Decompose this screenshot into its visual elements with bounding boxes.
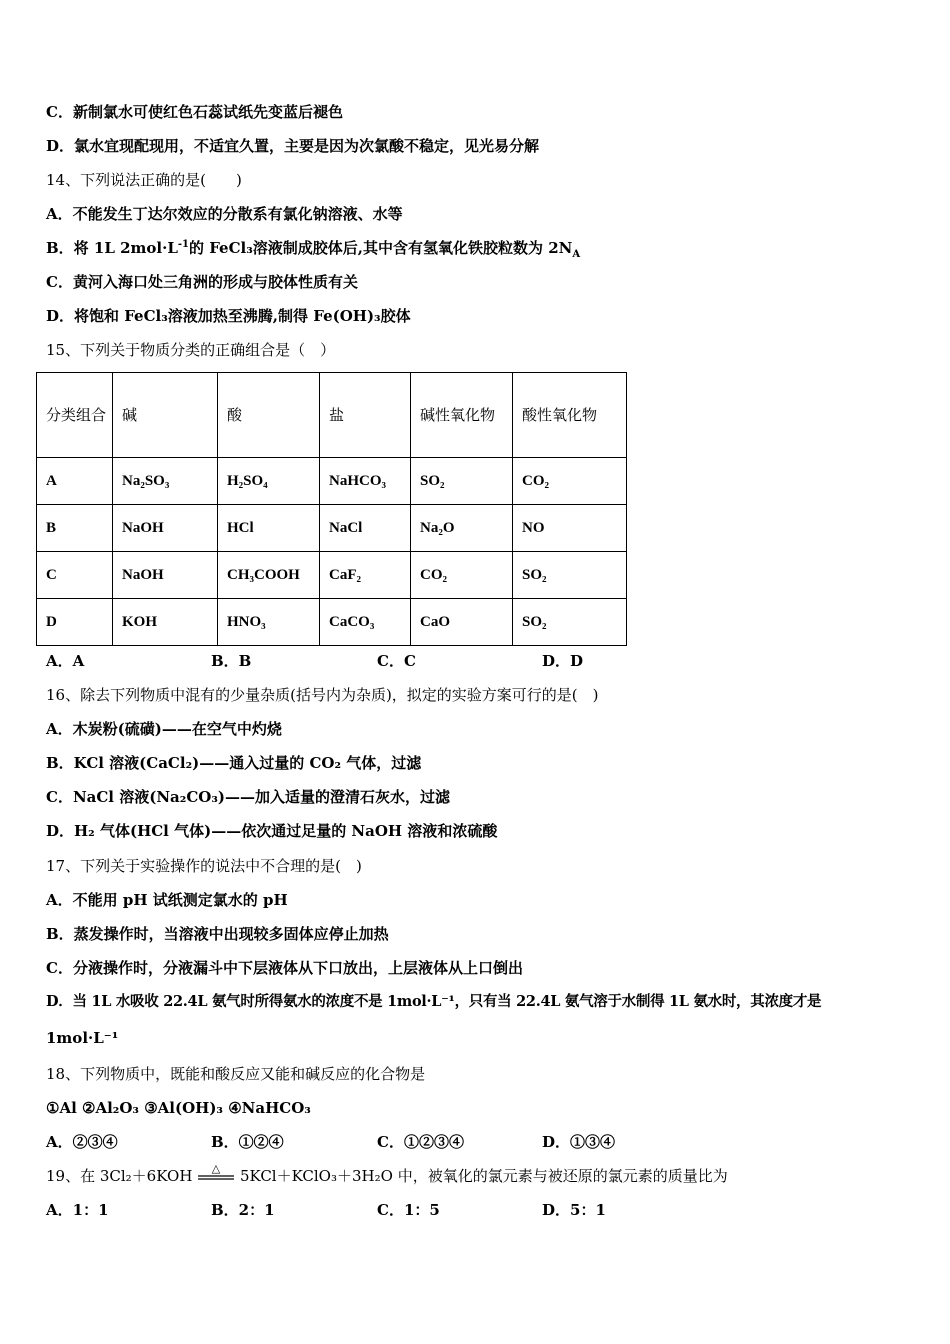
table-row (37, 552, 627, 599)
q14-option-d: D．将饱和 FeCl₃溶液加热至沸腾,制得 Fe(OH)₃胶体 (46, 307, 411, 325)
q16-option-c: C．NaCl 溶液(Na₂CO₃)——加入适量的澄清石灰水，过滤 (46, 788, 450, 806)
table-cell: SO₂ (411, 458, 513, 505)
table-cell: CH₃COOH (218, 552, 320, 599)
choice-b: B．B (211, 652, 252, 670)
table-cell: NaOH (113, 552, 218, 599)
table-cell: NaOH (113, 505, 218, 552)
choice-a: A．1：1 (46, 1201, 109, 1219)
q18-items: ①Al ②Al₂O₃ ③Al(OH)₃ ④NaHCO₃ (46, 1099, 311, 1117)
q13-option-d: D．氯水宜现配现用，不适宜久置，主要是因为次氯酸不稳定，见光易分解 (46, 137, 540, 155)
q18-stem: 18、下列物质中，既能和酸反应又能和碱反应的化合物是 (46, 1065, 426, 1083)
table-header-cell: 酸 (218, 373, 320, 458)
table-cell: CaCO₃ (320, 599, 411, 646)
q14-option-b (46, 238, 580, 258)
q16-option-d: D．H₂ 气体(HCl 气体)——依次通过足量的 NaOH 溶液和浓硫酸 (46, 822, 498, 840)
choice-b: B．①②④ (211, 1133, 284, 1151)
choice-c: C．①②③④ (377, 1133, 464, 1151)
table-cell: HNO₃ (218, 599, 320, 646)
q17-option-d-line2: 1mol·L⁻¹ (46, 1029, 119, 1047)
choice-c: C．C (377, 652, 416, 670)
table-cell: HCl (218, 505, 320, 552)
table-cell: C (37, 552, 113, 599)
q14-option-b-text: B．将 1L 2mol·L (46, 239, 178, 257)
choice-a: A．A (46, 652, 85, 670)
q17-option-c: C．分液操作时，分液漏斗中下层液体从下口放出，上层液体从上口倒出 (46, 959, 523, 977)
q17-option-d-line1: D．当 1L 水吸收 22.4L 氨气时所得氨水的浓度不是 1mol·L⁻¹，只有当 22.4L 氨气溶于水制得 1L 氨水时，其浓度才是 (46, 993, 822, 1010)
table-cell: CO₂ (411, 552, 513, 599)
table-cell: SO₂ (513, 552, 627, 599)
q17-stem: 17、下列关于实验操作的说法中不合理的是( ) (46, 857, 362, 875)
classification-table (36, 372, 627, 646)
q14-option-c: C．黄河入海口处三角洲的形成与胶体性质有关 (46, 273, 358, 291)
table-cell: A (37, 458, 113, 505)
choice-a: A．②③④ (46, 1133, 118, 1151)
q17-option-b: B．蒸发操作时，当溶液中出现较多固体应停止加热 (46, 925, 389, 943)
table-header-cell: 分类组合 (37, 373, 113, 458)
table-cell: CaO (411, 599, 513, 646)
table-row (37, 458, 627, 505)
choice-d: D．5：1 (542, 1201, 606, 1219)
choice-d: D．D (542, 652, 584, 670)
table-cell: SO₂ (513, 599, 627, 646)
table-cell: NaCl (320, 505, 411, 552)
table-cell: B (37, 505, 113, 552)
q14-option-b-sup: -1 (177, 239, 189, 250)
q16-option-a: A．木炭粉(硫磺)——在空气中灼烧 (46, 720, 282, 738)
table-cell: Na₂SO₃ (113, 458, 218, 505)
table-cell: H₂SO₄ (218, 458, 320, 505)
table-row (37, 505, 627, 552)
q17-option-a: A．不能用 pH 试纸测定氯水的 pH (46, 891, 288, 909)
table-cell: D (37, 599, 113, 646)
table-header-cell: 酸性氧化物 (513, 373, 627, 458)
q19-stem-post: 5KCl＋KClO₃＋3H₂O 中，被氧化的氯元素与被还原的氯元素的质量比为 (239, 1167, 728, 1185)
q14-option-b-sub: A (572, 249, 581, 260)
table-cell: CO₂ (513, 458, 627, 505)
table-cell: NaHCO₃ (320, 458, 411, 505)
table-header-cell: 盐 (320, 373, 411, 458)
q19-stem-pre: 19、在 3Cl₂＋6KOH (46, 1167, 193, 1185)
table-cell: Na₂O (411, 505, 513, 552)
q14-option-a: A．不能发生丁达尔效应的分散系有氯化钠溶液、水等 (46, 205, 403, 223)
q14-stem: 14、下列说法正确的是( ) (46, 171, 242, 189)
q19-stem (46, 1163, 728, 1186)
table-header-cell: 碱 (113, 373, 218, 458)
q13-option-c: C．新制氯水可使红色石蕊试纸先变蓝后褪色 (46, 103, 343, 121)
choice-c: C．1：5 (377, 1201, 440, 1219)
table-header-cell: 碱性氧化物 (411, 373, 513, 458)
table-row (37, 599, 627, 646)
choice-d: D．①③④ (542, 1133, 616, 1151)
table-cell: CaF₂ (320, 552, 411, 599)
table-cell: NO (513, 505, 627, 552)
q14-option-b-text2: 的 FeCl₃溶液制成胶体后,其中含有氢氧化铁胶粒数为 2N (189, 239, 573, 257)
choice-b: B．2：1 (211, 1201, 275, 1219)
heat-equals-arrow-icon (197, 1163, 235, 1185)
q16-stem: 16、除去下列物质中混有的少量杂质(括号内为杂质)，拟定的实验方案可行的是( ) (46, 686, 599, 704)
heat-symbol: △ (211, 1163, 221, 1175)
q15-stem: 15、下列关于物质分类的正确组合是（ ） (46, 341, 336, 359)
table-cell: KOH (113, 599, 218, 646)
table-header-row (37, 373, 627, 458)
q16-option-b: B．KCl 溶液(CaCl₂)——通入过量的 CO₂ 气体，过滤 (46, 754, 422, 772)
